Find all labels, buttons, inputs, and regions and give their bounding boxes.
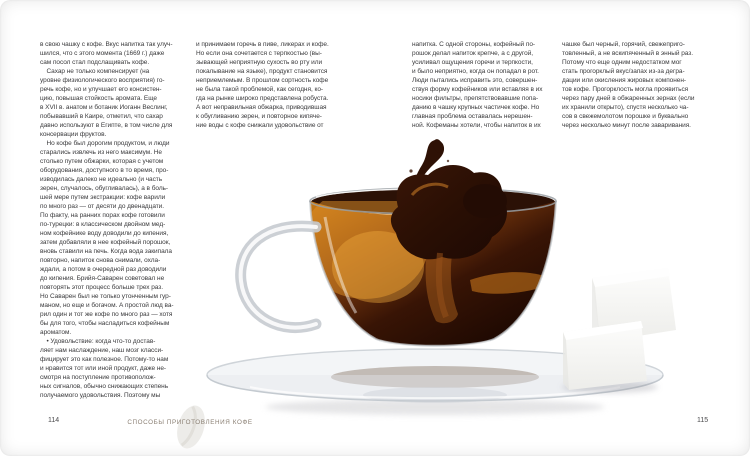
text-line: цию, повышая стойкость аромата. Еще (40, 95, 157, 102)
text-line: до кипения. Брийя-Саварен советовал не (40, 275, 165, 282)
text-line: их хранили открыто), спустя несколько ча- (562, 104, 689, 111)
text-line: ароматом. (40, 329, 72, 336)
text-line: дации или окисления жировых компонен- (562, 77, 686, 84)
right-page-column-1 (412, 40, 548, 130)
text-line: и было неприятно, когда он попадал в рот. (412, 68, 539, 75)
text-line: столько путем обжарки, которая с учетом (40, 158, 164, 165)
text-line: смотря на поступление противополож- (40, 374, 156, 381)
text-line: данию в чашку крупных частичек кофе. Но (412, 104, 540, 111)
text-line: ждали, а потом в очередной раз доводили (40, 266, 167, 273)
text-line: через пару дней в обжаренных зернах (если (562, 95, 695, 102)
text-line: чашке был черный, горячий, свежеприго- (562, 41, 685, 48)
text-line: оборудования, доступного в то время, про- (40, 167, 169, 174)
text-line: ляет нам наслаждение, наш мозг класси- (40, 347, 164, 354)
running-title: СПОСОБЫ ПРИГОТОВЛЕНИЯ КОФЕ (127, 419, 253, 426)
text-line: старались извлечь из него максимум. Не (40, 149, 162, 156)
text-line: товленный, а не вскипяченный в энный раз. (562, 50, 693, 57)
text-line: фицирует это как полезное. Потому-то нам (40, 356, 169, 363)
text-line: в XVII в. анатом и ботаник Иоганн Веслинг, (40, 104, 168, 111)
text-line: в свою чашку с кофе. Вкус напитка так улуч- (40, 41, 173, 48)
text-line: сам посол стал подслащивать кофе. (40, 59, 150, 66)
text-line: речь кофе, но и улучшает его консистен- (40, 86, 162, 93)
left-page-column-2 (196, 40, 332, 130)
text-line: • Удовольствие: когда что-то достав- (40, 338, 156, 345)
text-line: побывавший в Каире, отметил, что сахар (40, 113, 163, 120)
left-page-column-1 (40, 40, 176, 400)
text-line: рил один и тот же кофе по много раз — хотя (40, 311, 173, 318)
text-line: А вот неправильная обжарка, приводившая (196, 104, 327, 111)
text-line: ствуя форму кофейников или вставляя в их (412, 86, 543, 93)
text-line: шился, что с этого момента (1669 г.) даже (40, 50, 165, 57)
cup-handle (241, 226, 316, 327)
text-line: Потому что еще одним недостатком мог (562, 59, 682, 66)
text-line: изводилась далеко не идеально (и часть (40, 176, 163, 183)
text-line: вновь ставили на печь. Когда вода закипала (40, 248, 172, 255)
text-line: не была такой проблемой, как сегодня, ко- (196, 86, 323, 93)
text-line: ние воды с кофе снижали удовольствие от (196, 122, 324, 129)
page-number-left: 114 (48, 417, 60, 424)
text-line: к обугливанию зерен, и повторное кипяче- (196, 113, 322, 120)
text-line: рошок делал напиток крепче, а с другой, (412, 50, 534, 57)
text-line: тов кофе. Прогорклость могла проявиться (562, 86, 689, 93)
text-line: уровне физиологического восприятия) го- (40, 77, 165, 84)
text-line: и нравится тот или иной продукт, даже не- (40, 365, 167, 372)
text-line: повторять этот процесс больше трех раз. (40, 284, 163, 291)
text-line: Но Саварен был не только утонченным гур- (40, 293, 171, 300)
text-line: ной. Кофеманы хотели, чтобы напиток в их (412, 122, 541, 129)
text-line: затем добавляли в нее кофейный порошок, (40, 239, 171, 246)
text-line: сов в свежемолотом порошке и буквально (562, 113, 689, 120)
text-line: главная проблема оставалась нерешен- (412, 113, 533, 120)
text-line: По факту, на ранних порах кофе готовили (40, 212, 165, 219)
text-line: напитка. С одной стороны, кофейный по- (412, 41, 536, 48)
text-line: неприемлемым. В прошлом сортность кофе (196, 77, 329, 84)
text-line: маном, но еще и богачом. А простой люд ва- (40, 302, 174, 309)
coffee-bean-watermark (174, 400, 210, 454)
coffee-cup-photo (140, 125, 720, 425)
text-line: консервации фруктов. (40, 131, 107, 138)
text-line: через несколько минут после заваривания. (562, 122, 691, 129)
text-line: бы для того, чтобы насладиться кофейным (40, 320, 170, 327)
text-line: стать прогорклый вкус/запах из-за дегра- (562, 68, 685, 75)
text-line: носики фильтры, препятствовавшие попа- (412, 95, 539, 102)
right-page-column-2 (562, 40, 698, 130)
text-line: Люди пытались исправить это, совершен- (412, 77, 538, 84)
text-line: зерен, случалось, обугливалась), а в боль- (40, 185, 169, 192)
text-line: усиливал ощущения горечи и терпкости, (412, 59, 533, 66)
text-line: получаемого удовольствия. Поэтому мы (40, 392, 161, 399)
text-line: давно используют в Египте, в том числе для (40, 122, 173, 129)
text-line: Но кофе был дорогим продуктом, и люди (40, 140, 170, 147)
text-line: по-турецки: в классическом двойном мед- (40, 221, 166, 228)
text-line: зывающей неприятную сухость во рту или (196, 59, 323, 66)
text-line: Но если она сочетается с терпкостью (вы- (196, 50, 322, 57)
text-line: ном кофейнике воду доводили до кипения, (40, 230, 169, 237)
text-line: и принимаем горечь в пиве, ликерах и кофе. (196, 41, 329, 48)
text-line: ных сигналов, обычно снижающих степень (40, 383, 169, 390)
text-line: покалывание на языке), продукт становится (196, 68, 328, 75)
text-line: гда на рынке широко представлена робуста. (196, 95, 329, 102)
page-number-right: 115 (697, 417, 709, 424)
text-line: повторно, напиток снова снимали, охла- (40, 257, 161, 264)
text-line: по много раз — от десяти до двенадцати. (40, 203, 165, 210)
text-line: шей мере путем экстракции: кофе варили (40, 194, 166, 201)
text-line: Сахар не только компенсирует (на (40, 68, 150, 75)
